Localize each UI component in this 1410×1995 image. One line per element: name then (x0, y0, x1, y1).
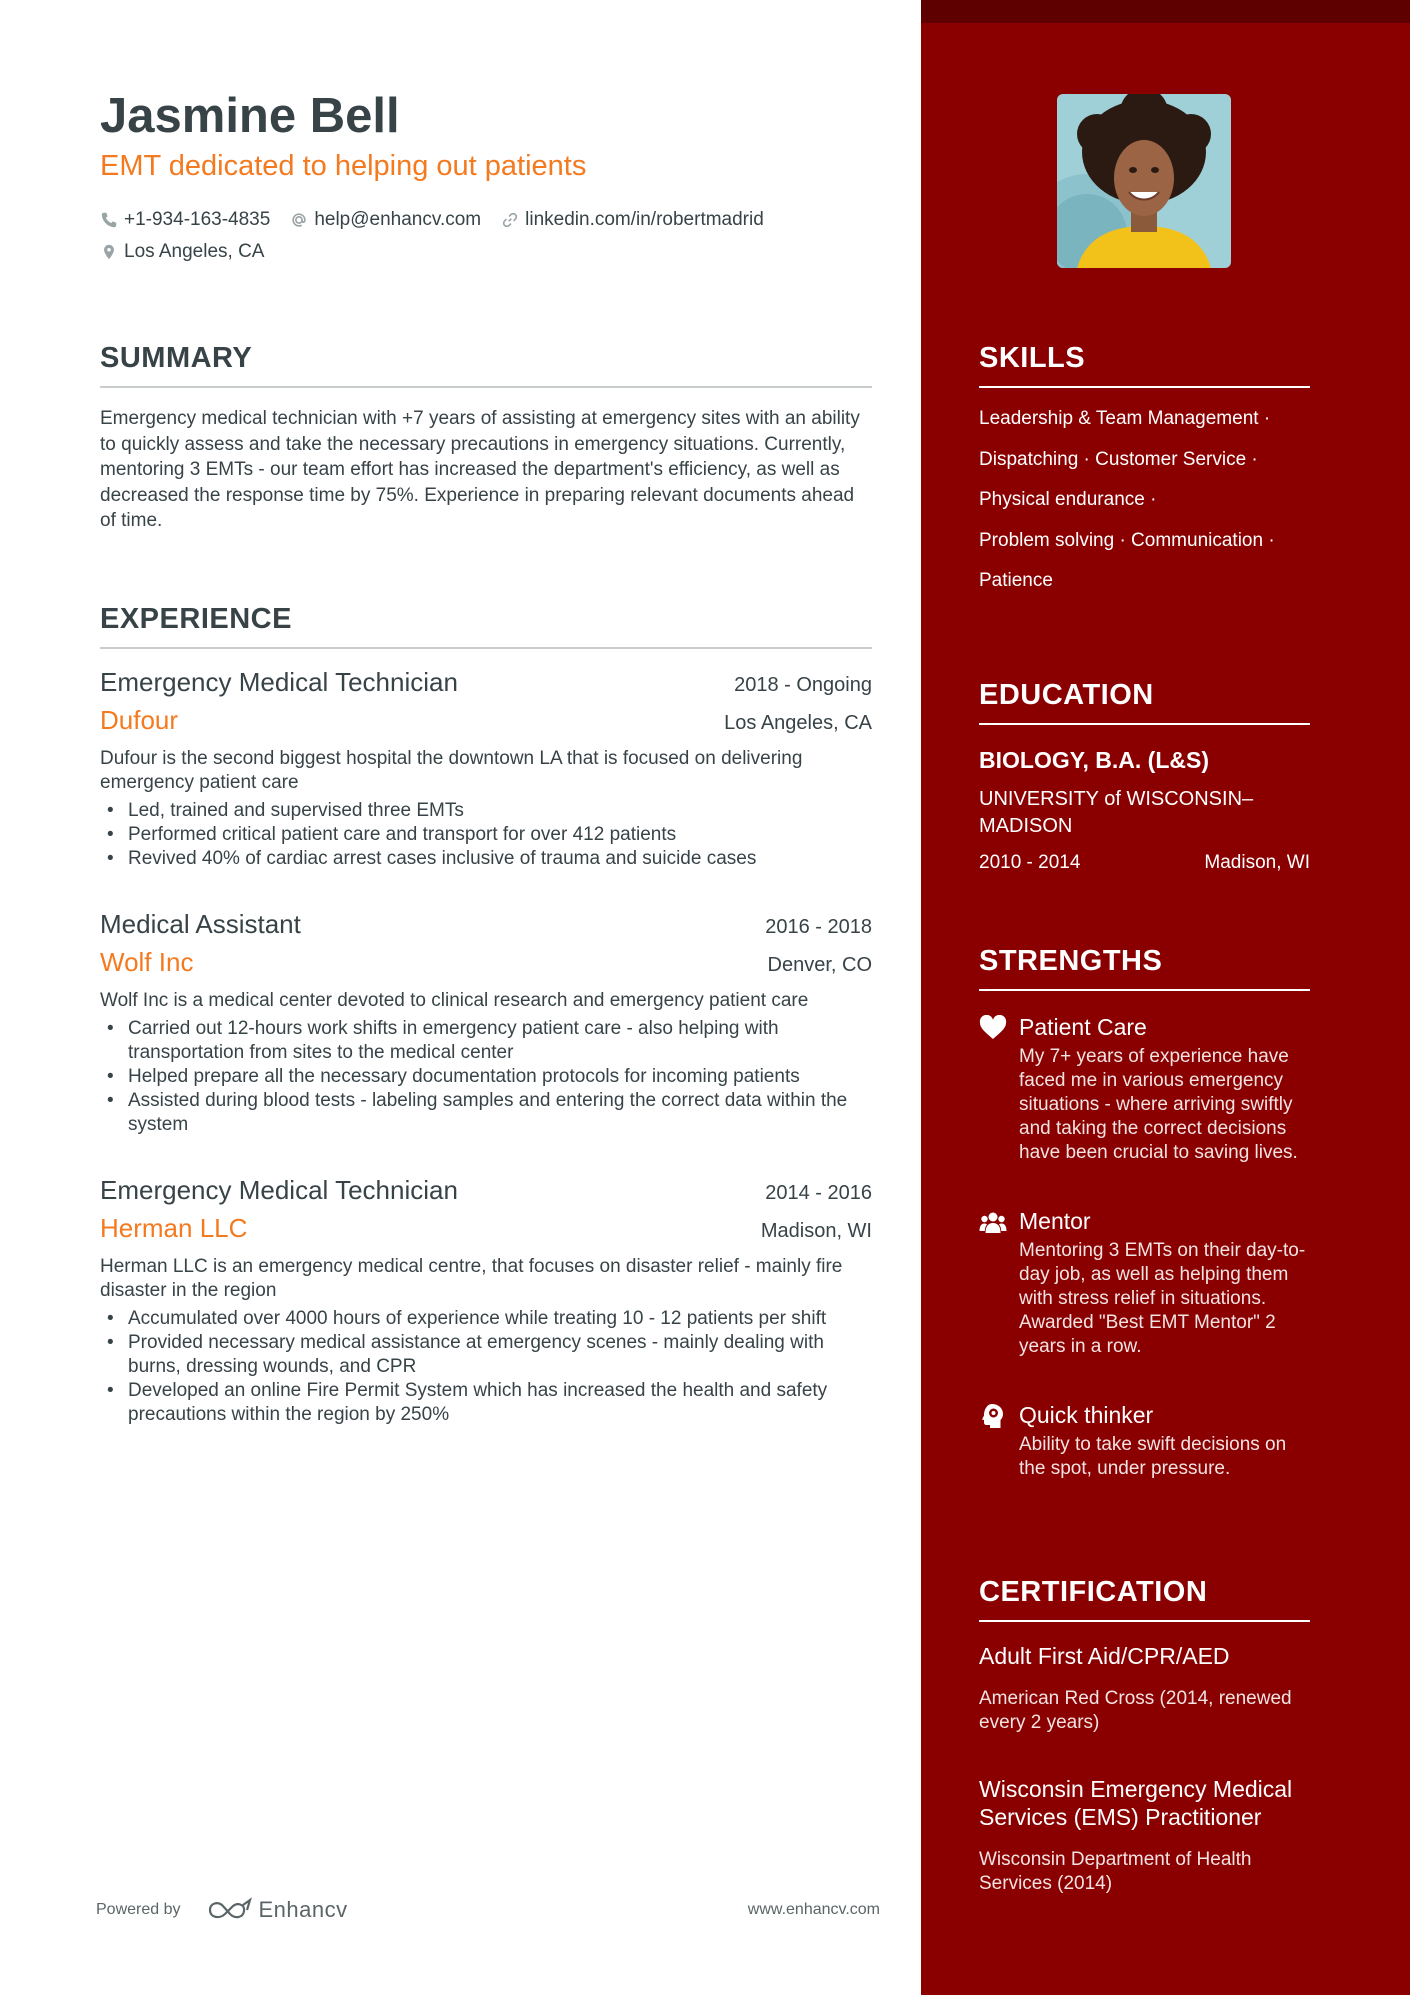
summary-text: Emergency medical technician with +7 years of assisting at emergency sites with an ability to quickly assess and take the necessary precautions in emergency situations. Currently, mentoring 3 EMTs - our team effort has increased the department's efficiency, as well as decreased the response time by 75%. Experience in preparing relevant documents ahead of time. (100, 408, 860, 531)
education-school: UNIVERSITY of WISCONSIN–MADISON (979, 788, 1254, 837)
list-item: • Led, trained and supervised three EMTs (100, 799, 872, 823)
strength-title: Quick thinker (1019, 1402, 1154, 1428)
at-icon (290, 211, 308, 229)
job-location: Denver, CO (767, 954, 872, 976)
phone-text: +1-934-163-4835 (124, 209, 271, 230)
job-company: Herman LLC (100, 1213, 248, 1243)
sidebar-column (921, 0, 1410, 1995)
candidate-name: Jasmine Bell (100, 89, 400, 143)
list-item: • Helped prepare all the necessary documentation protocols for incoming patients (100, 1065, 872, 1089)
summary-section (100, 340, 872, 534)
list-item: • Carried out 12-hours work shifts in emergency patient care - also helping with transportation from sites to the medical center (100, 1017, 872, 1065)
job-location: Los Angeles, CA (724, 712, 872, 734)
job-company: Dufour (100, 705, 179, 735)
enhancv-logo-icon (207, 1897, 253, 1923)
job-dates: 2014 - 2016 (765, 1182, 872, 1204)
job-entry (100, 909, 872, 1137)
footer (96, 1895, 880, 1925)
job-title: Medical Assistant (100, 909, 301, 939)
summary-title: SUMMARY (100, 342, 253, 374)
job-bullets (100, 799, 872, 871)
certification-section (979, 1574, 1310, 1896)
strength-title: Patient Care (1019, 1014, 1147, 1040)
location-text: Los Angeles, CA (124, 241, 265, 262)
skill-line: Dispatching · Customer Service · (979, 448, 1258, 470)
strength-item (979, 1205, 1310, 1359)
skills-title: SKILLS (979, 342, 1086, 374)
contact-info (100, 206, 880, 270)
profile-photo (1057, 94, 1231, 268)
list-item: • Revived 40% of cardiac arrest cases inclusive of trauma and suicide cases (100, 847, 872, 871)
experience-title: EXPERIENCE (100, 603, 292, 635)
strength-item (979, 1011, 1310, 1165)
job-location: Madison, WI (760, 1220, 872, 1242)
certification-title: CERTIFICATION (979, 1576, 1208, 1608)
strengths-title: STRENGTHS (979, 945, 1163, 977)
certification-name: Wisconsin Emergency Medical Services (EMS) Practitioner (979, 1775, 1293, 1830)
education-dates: 2010 - 2014 (979, 852, 1081, 873)
contact-email[interactable] (290, 209, 481, 231)
job-entry (100, 667, 872, 871)
education-location: Madison, WI (1204, 852, 1310, 873)
strength-description: Ability to take swift decisions on the spot, under pressure. (1019, 1434, 1287, 1479)
email-text: help@enhancv.com (314, 209, 482, 230)
section-divider (979, 1620, 1310, 1622)
sidebar-top-bar (921, 0, 1410, 23)
strength-title: Mentor (1019, 1208, 1091, 1234)
contact-location (100, 241, 264, 263)
section-divider (100, 647, 872, 649)
job-dates: 2016 - 2018 (765, 916, 872, 938)
education-section (979, 677, 1310, 874)
section-divider (979, 989, 1310, 991)
phone-icon (100, 211, 118, 229)
education-degree: BIOLOGY, B.A. (L&S) (979, 747, 1209, 773)
section-divider (100, 386, 872, 388)
brain-head-icon (979, 1403, 1007, 1429)
certification-name: Adult First Aid/CPR/AED (979, 1643, 1230, 1669)
brand-name: Enhancv (258, 1897, 348, 1922)
job-dates: 2018 - Ongoing (734, 674, 872, 696)
skill-line: Patience (979, 570, 1053, 591)
section-divider (979, 386, 1310, 388)
group-icon (979, 1209, 1007, 1235)
skills-list (979, 406, 1310, 609)
strengths-section (979, 943, 1310, 1481)
strength-item (979, 1399, 1310, 1481)
section-divider (979, 723, 1310, 725)
job-description: Herman LLC is an emergency medical centre, that focuses on disaster relief - mainly fire disaster in the region (100, 1256, 843, 1301)
certification-issuer: Wisconsin Department of Health Services (2014) (979, 1848, 1252, 1894)
certification-item (979, 1775, 1310, 1896)
linkedin-text: linkedin.com/in/robertmadrid (525, 209, 764, 230)
job-bullets (100, 1017, 872, 1137)
certification-issuer: American Red Cross (2014, renewed every 2 years) (979, 1687, 1292, 1733)
experience-section (100, 601, 872, 1427)
job-entry (100, 1175, 872, 1427)
strength-description: Mentoring 3 EMTs on their day-to-day job, as well as helping them with stress relief in situations. Awarded "Best EMT Mentor" 2 years in a row. (1019, 1240, 1306, 1357)
heart-icon (979, 1015, 1007, 1041)
footer-url[interactable]: www.enhancv.com (747, 1901, 880, 1918)
job-title: Emergency Medical Technician (100, 667, 458, 697)
contact-phone[interactable] (100, 209, 270, 231)
candidate-tagline: EMT dedicated to helping out patients (100, 150, 587, 182)
list-item: • Accumulated over 4000 hours of experience while treating 10 - 12 patients per shift (100, 1307, 872, 1331)
skill-line: Physical endurance · (979, 489, 1157, 510)
location-pin-icon (100, 243, 118, 261)
skill-line: Leadership & Team Management · (979, 408, 1271, 429)
link-icon (501, 211, 519, 229)
skill-line: Problem solving · Communication · (979, 529, 1275, 551)
enhancv-logo[interactable] (207, 1897, 348, 1923)
contact-linkedin[interactable] (501, 209, 764, 231)
education-title: EDUCATION (979, 679, 1154, 711)
list-item: • Developed an online Fire Permit System which has increased the health and safety precautions within the region by 250% (100, 1379, 872, 1427)
job-bullets (100, 1307, 872, 1427)
job-description: Dufour is the second biggest hospital the downtown LA that is focused on delivering emergency patient care (100, 748, 803, 793)
strength-description: My 7+ years of experience have faced me in various emergency situations - where arriving swiftly and taking the correct decisions have been crucial to saving lives. (1019, 1046, 1298, 1163)
powered-by-label: Powered by (96, 1901, 181, 1918)
job-company: Wolf Inc (100, 947, 194, 977)
list-item: • Assisted during blood tests - labeling samples and entering the correct data within the system (100, 1089, 872, 1137)
skills-section (979, 340, 1310, 609)
list-item: • Performed critical patient care and transport for over 412 patients (100, 823, 872, 847)
job-title: Emergency Medical Technician (100, 1175, 458, 1205)
list-item: • Provided necessary medical assistance at emergency scenes - mainly dealing with burns, dressing wounds, and CPR (100, 1331, 872, 1379)
job-description: Wolf Inc is a medical center devoted to clinical research and emergency patient care (100, 990, 809, 1011)
certification-item (979, 1642, 1310, 1735)
